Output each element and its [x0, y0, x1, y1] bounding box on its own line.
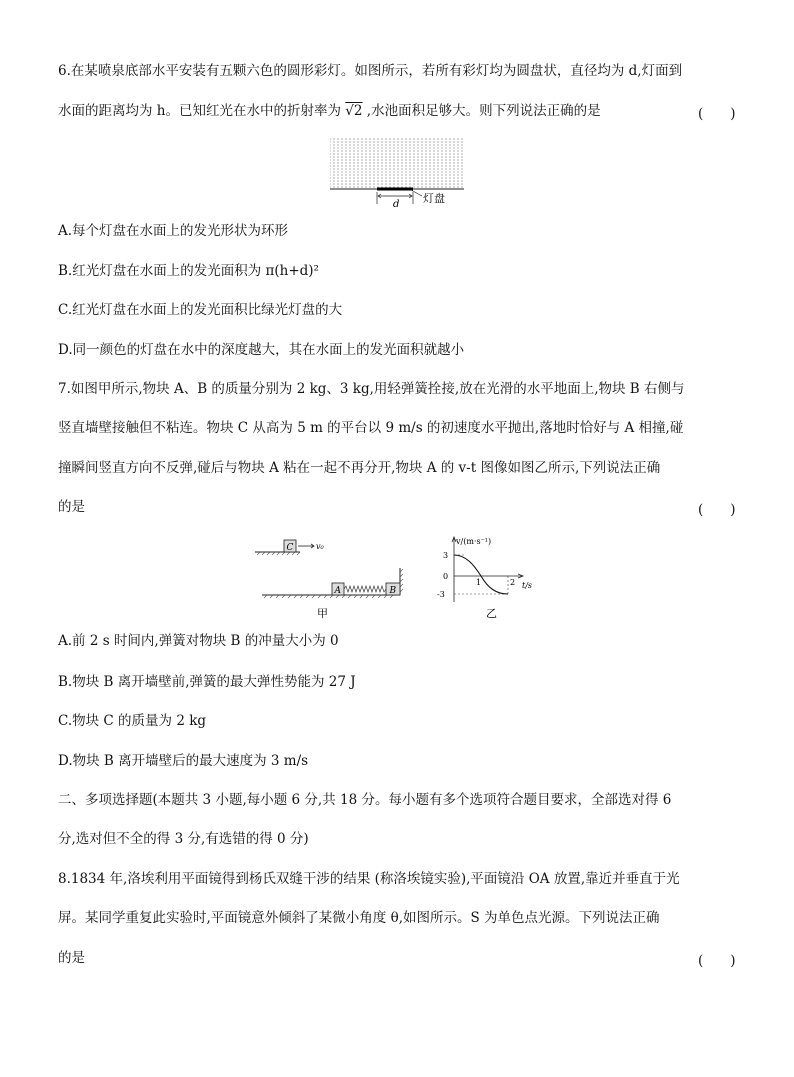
q6-line-1: 6.在某喷泉底部水平安装有五颗六色的圆形彩灯。如图所示，若所有彩灯均为圆盘状，直径均为 d,灯面到	[58, 63, 683, 79]
svg-text:-3: -3	[437, 590, 445, 599]
svg-text:1: 1	[476, 578, 482, 587]
q6-option-a: A.每个灯盘在水面上的发光形状为环形	[58, 223, 289, 239]
svg-text:2: 2	[510, 578, 516, 587]
q8-answer-paren: ( )	[698, 953, 736, 969]
q7-option-d: D.物块 B 离开墙壁后的最大速度为 3 m/s	[58, 753, 309, 769]
q6-option-c: C.红光灯盘在水面上的发光面积比绿光灯盘的大	[58, 302, 343, 318]
q7-line-2: 竖直墙壁接触但不粘连。物块 C 从高为 5 m 的平台以 9 m/s 的初速度水平抛出,落地时恰好与 A 相撞,碰	[58, 420, 684, 436]
caption-yi: 乙	[486, 607, 497, 620]
q6-option-d: D.同一颜色的灯盘在水中的深度越大，其在水面上的发光面积就越小	[58, 342, 465, 358]
q7-answer-paren: ( )	[698, 502, 736, 518]
t-axis-label: t/s	[522, 581, 533, 590]
q8-line-1: 8.1834 年,洛埃利用平面镜得到杨氏双缝干涉的结果 (称洛埃镜实验),平面镜沿 OA 放置,靠近并垂直于光	[58, 871, 680, 887]
vt-curve	[454, 555, 508, 594]
section2-line-1: 二、多项选择题(本题共 3 小题,每小题 6 分,共 18 分。每小题有多个选项符合题目要求，全部选对得 6	[58, 792, 672, 808]
q6-option-b: B.红光灯盘在水面上的发光面积为 π(h+d)²	[58, 263, 319, 279]
caption-jia: 甲	[317, 607, 328, 620]
svg-text:B: B	[389, 586, 397, 596]
section2-line-2: 分,选对但不全的得 3 分,有选错的得 0 分)	[58, 831, 309, 847]
q7-line-3: 撞瞬间竖直方向不反弹,碰后与物块 A 粘在一起不再分开,物块 A 的 v-t 图像如图乙所示,下列说法正确	[58, 460, 661, 476]
svg-text:C: C	[286, 543, 294, 553]
q7-option-b: B.物块 B 离开墙壁前,弹簧的最大弹性势能为 27 J	[58, 674, 356, 690]
v0-label: v₀	[316, 542, 324, 551]
spring	[344, 586, 386, 592]
q7-option-c: C.物块 C 的质量为 2 kg	[58, 713, 207, 729]
sqrt-2: √2	[345, 103, 363, 119]
svg-text:A: A	[334, 586, 341, 596]
q6-line-2	[58, 102, 601, 120]
q8-line-3: 的是	[58, 950, 85, 966]
svg-text:0: 0	[443, 572, 449, 581]
q7-figure-jia	[250, 532, 410, 624]
q7-line-1: 7.如图甲所示,物块 A、B 的质量分别为 2 kg、3 kg,用轻弹簧拴接,放在光滑的水平地面上,物块 B 右侧与	[58, 381, 685, 397]
q7-figure-yi	[430, 532, 545, 624]
q8-line-2: 屏。某同学重复此实验时,平面镜意外倾斜了某微小角度 θ,如图所示。S 为单色点光源。下列说法正确	[58, 910, 660, 926]
v-axis-label: v/(m·s⁻¹)	[456, 537, 492, 546]
water-region	[330, 137, 464, 189]
lamp-label: 灯盘	[423, 192, 445, 205]
d-label: d	[393, 199, 400, 210]
q6-figure	[325, 132, 475, 212]
q7-option-a: A.前 2 s 时间内,弹簧对物块 B 的冲量大小为 0	[58, 633, 339, 649]
q6-answer-paren: ( )	[698, 106, 736, 122]
q6-line-2b: ,水池面积足够大。则下列说法正确的是	[366, 103, 601, 119]
svg-text:3: 3	[443, 551, 449, 560]
q6-line-2a: 水面的距离均为 h。已知红光在水中的折射率为	[58, 103, 341, 119]
q7-line-4: 的是	[58, 499, 85, 515]
